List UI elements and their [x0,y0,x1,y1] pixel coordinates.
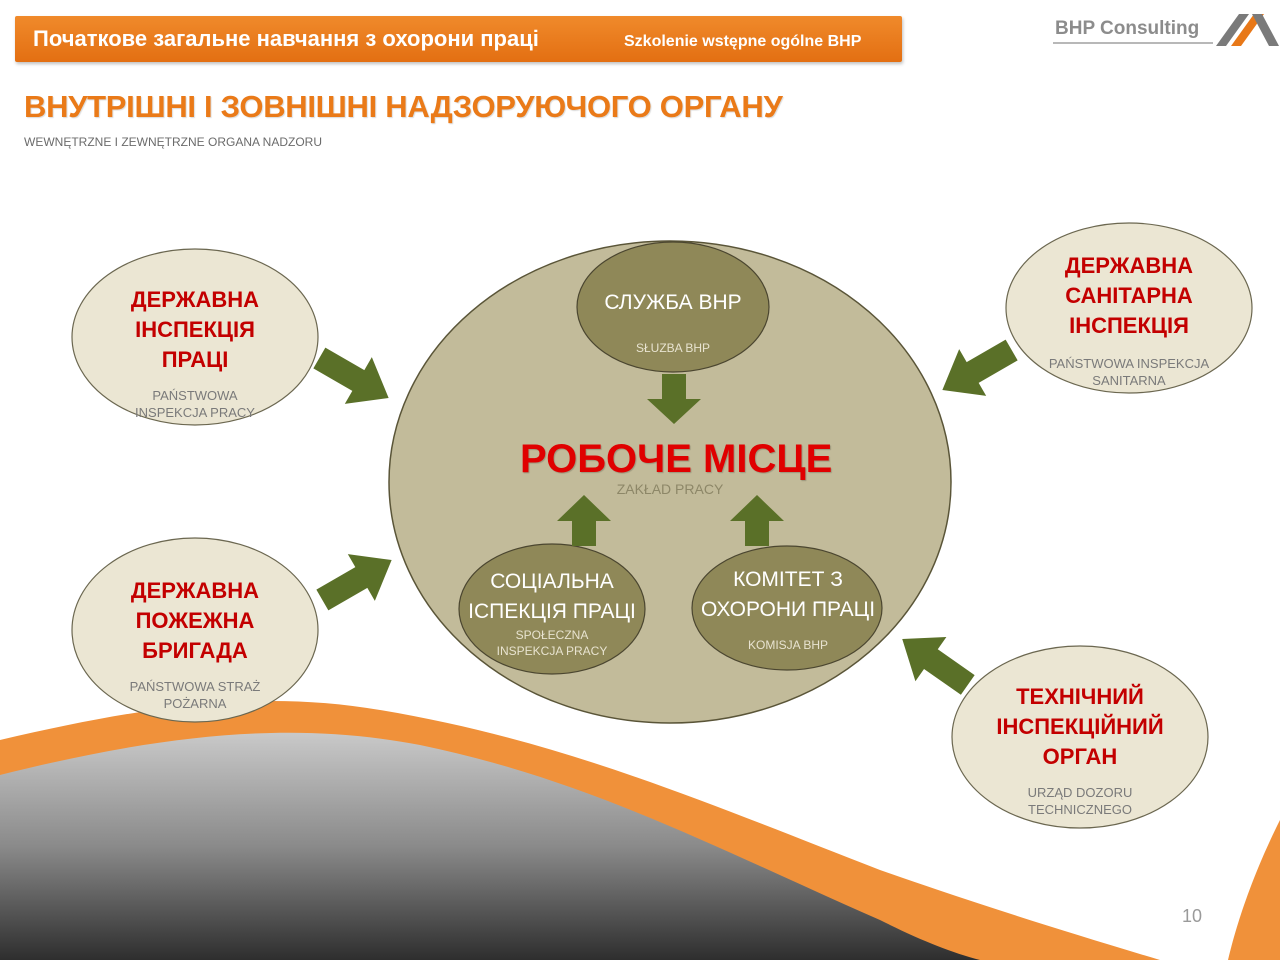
arrow-right-icon [309,537,405,624]
technical-inspection-title-line3: ОРГАН [1042,744,1118,769]
workplace-title: РОБОЧЕ МІСЦЕ [520,437,833,481]
fire-brigade-label [95,576,295,712]
technical-inspection-label [970,682,1190,818]
fire-brigade-title-line3: БРИГАДА [142,638,248,663]
technical-inspection-subtitle-line2: TECHNICZNEGO [1028,802,1132,817]
social-inspection-title-line2: ІСПЕКЦІЯ ПРАЦІ [468,600,636,623]
sanitary-inspection-subtitle-line2: SANITARNA [1092,373,1166,388]
social-inspection-title-line1: СОЦІАЛЬНА [490,570,614,593]
safety-committee-title-line2: ОХОРОНИ ПРАЦІ [700,598,876,621]
fire-brigade-subtitle-line1: PAŃSTWOWA STRAŻ [129,679,261,694]
social-inspection-label [459,567,645,659]
labour-inspection-title-line1: ДЕРЖАВНА [130,287,260,312]
safety-committee-title-line1: КОМІТЕТ З [733,568,843,591]
header-title: Початкове загальне навчання з охорони праці [33,26,539,51]
social-inspection-subtitle-line1: SPOŁECZNA [515,628,589,642]
social-inspection-subtitle-line2: INSPEKCJA PRACY [496,644,608,658]
fire-brigade-subtitle-line2: POŻARNA [163,696,227,711]
sanitary-inspection-title-line2: САНІТАРНА [1065,283,1193,308]
bhp-service-title: СЛУЖБА ВНР [604,291,742,314]
labour-inspection-title-line2: ІНСПЕКЦІЯ [135,317,255,342]
sanitary-inspection-title-line3: ІНСПЕКЦІЯ [1069,313,1189,338]
logo-text: BHP Consulting [1055,18,1200,39]
labour-inspection-subtitle-line2: INSPEKCJA PRACY [135,405,255,420]
labour-inspection-subtitle-line1: PAŃSTWOWA [152,388,238,403]
workplace-subtitle: ZAKŁAD PRACY [616,481,724,497]
page-number: 10 [1182,906,1203,926]
safety-committee-label [692,565,884,653]
technical-inspection-title-line1: ТЕХНІЧНИЙ [1016,684,1144,709]
workplace-label [520,437,833,497]
fire-brigade-title-line1: ДЕРЖАВНА [130,578,260,603]
header-subtitle: Szkolenie wstępne ogólne BHP [624,33,862,50]
page-subtitle: WEWNĘTRZNE I ZEWNĘTRZNE ORGANA NADZORU [24,135,322,149]
sanitary-inspection-label [1029,251,1229,389]
technical-inspection-title-line2: ІНСПЕКЦІЙНИЙ [996,714,1164,739]
bhp-service-subtitle: SŁUZBA BHP [635,341,711,355]
page-title: ВНУТРІШНІ І ЗОВНІШНІ НАДЗОРУЮЧОГО ОРГАНУ [24,89,783,124]
sanitary-inspection-title-line1: ДЕРЖАВНА [1064,253,1194,278]
bhp-service-label [593,288,753,356]
arrow-left-icon [929,327,1025,414]
sanitary-inspection-subtitle-line1: PAŃSTWOWA INSPEKCJA [1048,356,1210,371]
technical-inspection-subtitle-line1: URZĄD DOZORU [1027,785,1133,800]
labour-inspection-title-line3: ПРАЦІ [161,347,229,372]
labour-inspection-label [95,285,295,421]
arrow-right-icon [306,335,402,422]
fire-brigade-title-line2: ПОЖЕЖНА [135,608,255,633]
safety-committee-subtitle: KOMISJA BHP [747,638,829,652]
